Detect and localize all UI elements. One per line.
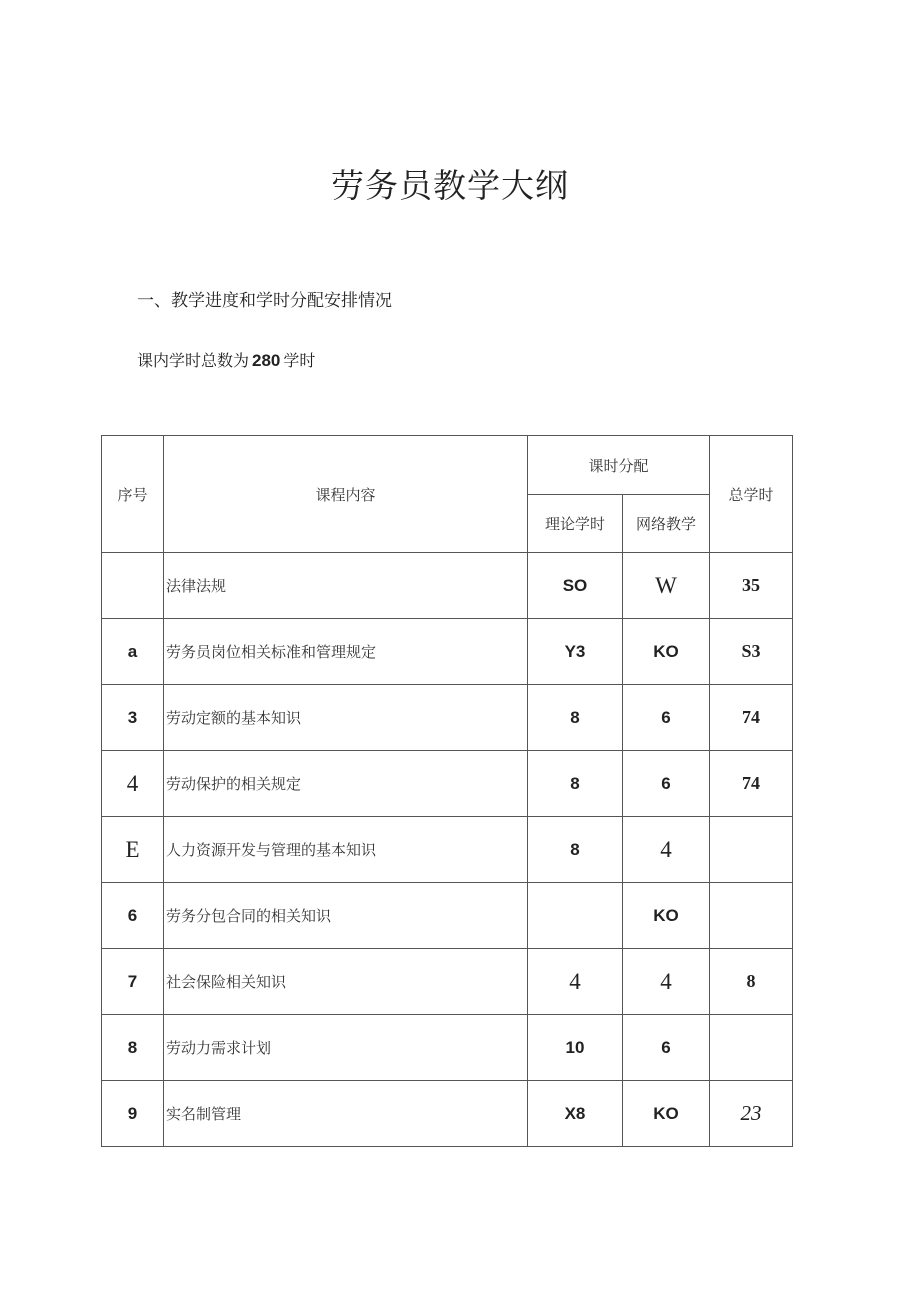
row-theory — [528, 883, 623, 949]
row-network: W — [623, 553, 710, 619]
row-index: a — [102, 619, 164, 685]
row-network: KO — [623, 883, 710, 949]
total-hours-suffix: 学时 — [283, 351, 316, 370]
row-index — [102, 553, 164, 619]
row-content: 社会保险相关知识 — [164, 949, 528, 1015]
total-hours-prefix: 课内学时总数为 — [137, 351, 250, 370]
table-row — [102, 883, 793, 949]
row-total — [710, 1015, 793, 1081]
row-content: 法律法规 — [164, 553, 528, 619]
table-header-row — [102, 436, 793, 495]
table-row — [102, 751, 793, 817]
table-row — [102, 1081, 793, 1147]
row-total — [710, 817, 793, 883]
row-network: 6 — [623, 685, 710, 751]
row-content: 人力资源开发与管理的基本知识 — [164, 817, 528, 883]
row-total: 8 — [710, 949, 793, 1015]
row-index: 8 — [102, 1015, 164, 1081]
row-index: 7 — [102, 949, 164, 1015]
row-network: KO — [623, 1081, 710, 1147]
header-network: 网络教学 — [623, 495, 710, 553]
row-theory: 8 — [528, 685, 623, 751]
row-total — [710, 883, 793, 949]
row-content: 劳动保护的相关规定 — [164, 751, 528, 817]
table-row — [102, 817, 793, 883]
row-content: 劳动定额的基本知识 — [164, 685, 528, 751]
row-network: 6 — [623, 751, 710, 817]
row-theory: 10 — [528, 1015, 623, 1081]
row-theory: SO — [528, 553, 623, 619]
total-hours-value: 280 — [252, 351, 281, 370]
header-index: 序号 — [102, 436, 164, 553]
row-theory: X8 — [528, 1081, 623, 1147]
table-row — [102, 1015, 793, 1081]
section-heading: 一、教学进度和学时分配安排情况 — [137, 291, 392, 311]
row-content: 劳务分包合同的相关知识 — [164, 883, 528, 949]
row-network: KO — [623, 619, 710, 685]
table-row — [102, 619, 793, 685]
row-theory: 4 — [528, 949, 623, 1015]
row-theory: 8 — [528, 817, 623, 883]
syllabus-table — [101, 435, 793, 1147]
table-row — [102, 553, 793, 619]
row-total: 74 — [710, 685, 793, 751]
row-theory: Y3 — [528, 619, 623, 685]
header-allocation: 课时分配 — [528, 436, 710, 495]
row-network: 4 — [623, 817, 710, 883]
row-index: E — [102, 817, 164, 883]
row-total: 35 — [710, 553, 793, 619]
table-row — [102, 949, 793, 1015]
row-content: 劳动力需求计划 — [164, 1015, 528, 1081]
row-network: 4 — [623, 949, 710, 1015]
row-index: 9 — [102, 1081, 164, 1147]
table-row — [102, 685, 793, 751]
row-total: 23 — [710, 1081, 793, 1147]
row-index: 4 — [102, 751, 164, 817]
row-network: 6 — [623, 1015, 710, 1081]
header-content: 课程内容 — [164, 436, 528, 553]
total-hours-line — [137, 348, 315, 371]
header-total: 总学时 — [710, 436, 793, 553]
document-title: 劳务员教学大纲 — [331, 166, 569, 205]
row-content: 实名制管理 — [164, 1081, 528, 1147]
row-total: S3 — [710, 619, 793, 685]
row-index: 6 — [102, 883, 164, 949]
header-theory: 理论学时 — [528, 495, 623, 553]
row-total: 74 — [710, 751, 793, 817]
row-theory: 8 — [528, 751, 623, 817]
row-content: 劳务员岗位相关标准和管理规定 — [164, 619, 528, 685]
row-index: 3 — [102, 685, 164, 751]
